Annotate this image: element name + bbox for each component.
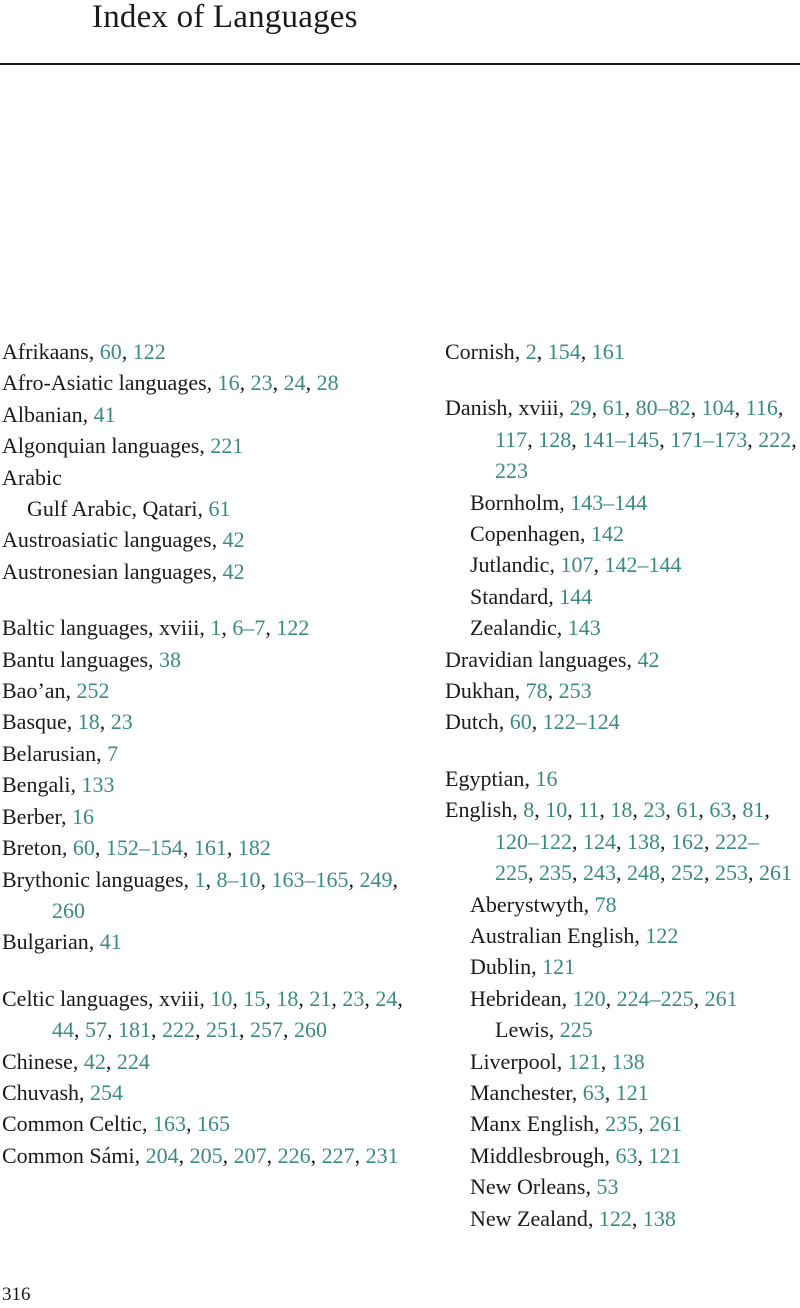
- page-reference-link[interactable]: 124: [583, 828, 616, 854]
- page-reference-link[interactable]: 224–225: [616, 985, 694, 1011]
- page-reference: xviii: [518, 395, 559, 421]
- page-reference-link[interactable]: 60: [509, 709, 532, 735]
- page-reference-link[interactable]: 15: [243, 985, 266, 1011]
- index-term: Afrikaans: [2, 339, 89, 364]
- index-term: Bornholm: [470, 489, 560, 515]
- page-reference-link[interactable]: 226: [277, 1142, 311, 1168]
- index-subentry: Lewis, 225: [495, 1017, 593, 1043]
- page-reference-link[interactable]: 121: [648, 1142, 682, 1168]
- index-subentry: Middlesbrough, 63, 121: [470, 1142, 682, 1168]
- page-reference-link[interactable]: 23: [110, 709, 133, 735]
- index-term: Bantu languages: [2, 646, 149, 672]
- index-term: Dukhan: [445, 678, 515, 704]
- page-reference-link[interactable]: 81: [742, 797, 765, 823]
- page-reference-link[interactable]: 254: [90, 1079, 123, 1105]
- index-entry: Bengali, 133: [2, 772, 115, 798]
- page-reference-link[interactable]: 143–144: [570, 489, 648, 515]
- page-reference-link[interactable]: 260: [52, 897, 85, 923]
- page-reference-link[interactable]: 11: [578, 797, 600, 823]
- index-column-left: [2, 336, 422, 1171]
- index-term: Aberystwyth: [470, 891, 584, 917]
- index-term: Middlesbrough: [470, 1142, 605, 1168]
- page-reference-link[interactable]: 207: [233, 1142, 267, 1168]
- index-subentry: Zealandic, 143: [470, 615, 601, 641]
- index-subentry: New Zealand, 122, 138: [470, 1205, 676, 1231]
- page-reference-link[interactable]: 1: [194, 866, 206, 892]
- page-reference-link[interactable]: 41: [93, 401, 116, 427]
- index-entry: Bantu languages, 38: [2, 646, 182, 672]
- page-reference-link[interactable]: 23: [250, 370, 273, 396]
- index-subentry: Dublin, 121: [470, 954, 576, 980]
- index-term: Lewis: [495, 1017, 549, 1043]
- index-term: Manchester: [470, 1079, 572, 1105]
- page-reference-link[interactable]: 61: [602, 395, 625, 421]
- index-term: Berber: [2, 803, 61, 829]
- index-entry: Albanian, 41: [2, 401, 116, 427]
- page-reference-link[interactable]: 142–144: [604, 552, 682, 578]
- page-reference-link[interactable]: 221: [210, 433, 244, 459]
- index-term: New Zealand: [470, 1205, 588, 1231]
- index-term: Zealandic: [470, 615, 557, 641]
- index-term: Basque: [2, 709, 67, 735]
- index-term: Dublin: [470, 954, 532, 980]
- page-title: Index of Languages: [92, 0, 358, 35]
- page-reference-link[interactable]: 251: [206, 1017, 239, 1043]
- page-reference-link[interactable]: 10: [545, 797, 568, 823]
- index-term: Austronesian languages: [2, 558, 212, 584]
- index-entry: Belarusian, 7: [2, 740, 119, 766]
- page-reference-link[interactable]: 78: [594, 891, 617, 917]
- page-reference-link[interactable]: 8–10: [216, 866, 261, 892]
- title-rule: [0, 63, 800, 65]
- page-reference-link[interactable]: 42: [637, 646, 660, 672]
- page-reference-link[interactable]: 171–173: [670, 426, 748, 452]
- index-term: Manx English: [470, 1111, 595, 1137]
- page-reference-link[interactable]: 121: [542, 954, 576, 980]
- page-reference-link[interactable]: 28: [316, 370, 339, 396]
- page-reference-link[interactable]: 18: [77, 709, 100, 735]
- index-term: Australian English: [470, 922, 635, 948]
- page-reference-link[interactable]: 2: [525, 339, 537, 364]
- index-entry: Algonquian languages, 221: [2, 433, 244, 459]
- page-reference-link[interactable]: 23: [643, 797, 666, 823]
- page-reference-link[interactable]: 16: [217, 370, 240, 396]
- page-reference: xviii: [159, 615, 200, 641]
- page-reference-link[interactable]: 163–165: [271, 866, 349, 892]
- index-term: Breton: [2, 835, 62, 861]
- page-reference-link[interactable]: 120: [572, 985, 606, 1011]
- index-subentry: Bornholm, 143–144: [470, 489, 648, 515]
- page-reference-link[interactable]: 231: [365, 1142, 399, 1168]
- page-reference-link[interactable]: 162: [671, 828, 704, 854]
- index-subentry: Copenhagen, 142: [470, 521, 624, 547]
- page-reference-link[interactable]: 61: [676, 797, 699, 823]
- index-term: Chuvash: [2, 1079, 79, 1105]
- index-term: New Orleans: [470, 1174, 586, 1200]
- page-reference-link[interactable]: 223: [495, 458, 528, 484]
- index-group: [2, 983, 422, 1171]
- index-term: Hebridean: [470, 985, 562, 1011]
- page-reference-link[interactable]: 121: [567, 1048, 601, 1074]
- page-reference-link[interactable]: 60: [99, 339, 122, 364]
- index-term: Belarusian: [2, 740, 97, 766]
- page-reference-link[interactable]: 1: [210, 615, 222, 641]
- index-term: Austroasiatic languages: [2, 527, 212, 553]
- index-subentry: Australian English, 122: [470, 922, 679, 948]
- index-entry: Berber, 16: [2, 803, 94, 829]
- page-reference-link[interactable]: 128: [538, 426, 572, 452]
- index-subentry: Manchester, 63, 121: [470, 1079, 649, 1105]
- index-term: Bulgarian: [2, 929, 89, 955]
- page-reference-link[interactable]: 161: [193, 835, 227, 861]
- page-reference-link[interactable]: 222–225: [495, 828, 759, 886]
- index-entry: Chinese, 42, 224: [2, 1048, 150, 1074]
- index-term: Bao’an: [2, 678, 66, 704]
- page-reference-link[interactable]: 57: [85, 1017, 107, 1043]
- page-reference-link[interactable]: 121: [615, 1079, 649, 1105]
- page-reference-link[interactable]: 225: [559, 1017, 593, 1043]
- index-entry: Austroasiatic languages, 42: [2, 527, 245, 553]
- page-reference-link[interactable]: 138: [642, 1205, 676, 1231]
- page-reference-link[interactable]: 122: [276, 615, 310, 641]
- index-term: Algonquian languages: [2, 433, 200, 459]
- page-number: 316: [2, 1284, 31, 1305]
- page-reference-link[interactable]: 42: [83, 1048, 106, 1074]
- index-entry: Chuvash, 254: [2, 1079, 123, 1105]
- page-reference-link[interactable]: 53: [596, 1174, 619, 1200]
- index-entry: Bao’an, 252: [2, 678, 110, 704]
- page-reference-link[interactable]: 133: [81, 772, 115, 798]
- page-reference-link[interactable]: 253: [715, 860, 748, 886]
- index-term: Danish: [445, 395, 508, 421]
- page-reference-link[interactable]: 144: [559, 583, 593, 609]
- page-reference-link[interactable]: 182: [237, 835, 271, 861]
- index-term: Standard: [470, 583, 549, 609]
- index-term: English: [445, 797, 513, 823]
- page-reference-link[interactable]: 227: [321, 1142, 355, 1168]
- index-group: [2, 336, 422, 587]
- page-reference-link[interactable]: 142: [590, 521, 624, 547]
- page-reference-link[interactable]: 116: [745, 395, 778, 421]
- page-reference-link[interactable]: 204: [145, 1142, 179, 1168]
- index-subentry: Gulf Arabic, Qatari, 61: [27, 496, 231, 522]
- index-term: Albanian: [2, 401, 83, 427]
- page-reference-link[interactable]: 260: [294, 1017, 327, 1043]
- page-reference-link[interactable]: 10: [210, 985, 233, 1011]
- page-reference-link[interactable]: 261: [649, 1111, 683, 1137]
- page-reference-link[interactable]: 78: [525, 678, 548, 704]
- page-reference-link[interactable]: 61: [208, 496, 231, 522]
- page-reference-link[interactable]: 141–145: [582, 426, 660, 452]
- page-reference-link[interactable]: 235: [539, 860, 572, 886]
- page-reference-link[interactable]: 165: [196, 1111, 230, 1137]
- index-term: Cornish: [445, 339, 515, 364]
- page-reference-link[interactable]: 21: [309, 985, 332, 1011]
- page-reference-link[interactable]: 252: [671, 860, 704, 886]
- page-reference-link[interactable]: 122: [132, 339, 166, 364]
- page-reference-link[interactable]: 117: [495, 426, 528, 452]
- page-reference-link[interactable]: 161: [591, 339, 625, 364]
- page-reference-link[interactable]: 163: [152, 1111, 186, 1137]
- index-subentry: Liverpool, 121, 138: [470, 1048, 645, 1074]
- index-term: Liverpool: [470, 1048, 557, 1074]
- page-reference-link[interactable]: 41: [99, 929, 122, 955]
- index-entry: Cornish, 2, 154, 161: [445, 339, 625, 364]
- page-reference-link[interactable]: 44: [52, 1017, 74, 1043]
- index-term: Chinese: [2, 1048, 73, 1074]
- index-entry: Afrikaans, 60, 122: [2, 339, 166, 364]
- page-reference-link[interactable]: 122: [598, 1205, 632, 1231]
- index-entry: Dutch, 60, 122–124: [445, 709, 620, 735]
- index-term: Gulf Arabic, Qatari: [27, 496, 198, 522]
- page-reference-link[interactable]: 248: [627, 860, 660, 886]
- index-group: [445, 763, 797, 1234]
- page-reference-link[interactable]: 222: [162, 1017, 195, 1043]
- page-reference-link[interactable]: 18: [276, 985, 299, 1011]
- index-subentry: Jutlandic, 107, 142–144: [470, 552, 682, 578]
- page-reference-link[interactable]: 42: [222, 527, 245, 553]
- page-reference-link[interactable]: 138: [611, 1048, 645, 1074]
- page-reference-link[interactable]: 104: [701, 395, 735, 421]
- index-entry: Celtic languages, xviii, 10, 15, 18, 21, 23, 24, 44, 57, 181, 222, 251, 257, 260: [2, 985, 403, 1043]
- index-subentry: Aberystwyth, 78: [470, 891, 617, 917]
- page-reference-link[interactable]: 143: [567, 615, 601, 641]
- page-reference-link[interactable]: 8: [523, 797, 535, 823]
- page-reference-link[interactable]: 261: [704, 985, 738, 1011]
- page-reference-link[interactable]: 6–7: [232, 615, 266, 641]
- index-term: Copenhagen: [470, 521, 580, 547]
- index-entry: Breton, 60, 152–154, 161, 182: [2, 835, 271, 861]
- page-reference-link[interactable]: 222: [758, 426, 792, 452]
- page-reference-link[interactable]: 249: [359, 866, 393, 892]
- page-reference-link[interactable]: 261: [759, 860, 792, 886]
- index-term: Bengali: [2, 772, 71, 798]
- index-column-right: [445, 336, 797, 1234]
- page-reference-link[interactable]: 257: [250, 1017, 283, 1043]
- index-term: Dravidian languages: [445, 646, 627, 672]
- index-group: [445, 336, 797, 367]
- page-reference-link[interactable]: 107: [560, 552, 594, 578]
- page-reference-link[interactable]: 205: [189, 1142, 223, 1168]
- index-term: Brythonic languages: [2, 866, 184, 892]
- index-subentry: New Orleans, 53: [470, 1174, 619, 1200]
- page-reference-link[interactable]: 80–82: [635, 395, 691, 421]
- index-term: Common Sámi: [2, 1142, 135, 1168]
- index-term: Common Celtic: [2, 1111, 142, 1137]
- index-subentry: Manx English, 235, 261: [470, 1111, 683, 1137]
- page-reference-link[interactable]: 24: [283, 370, 306, 396]
- page-reference-link[interactable]: 16: [535, 765, 558, 791]
- page-reference-link[interactable]: 23: [342, 985, 365, 1011]
- index-term: Afro-Asiatic languages: [2, 370, 207, 396]
- index-entry: Danish, xviii, 29, 61, 80–82, 104, 116, 117, 128, 141–145, 171–173, 222, 223: [445, 395, 797, 484]
- index-entry: Baltic languages, xviii, 1, 6–7, 122: [2, 615, 310, 641]
- page-reference-link[interactable]: 243: [583, 860, 616, 886]
- page-reference-link[interactable]: 24: [375, 985, 398, 1011]
- page-reference-link[interactable]: 152–154: [105, 835, 183, 861]
- page-reference-link[interactable]: 18: [610, 797, 633, 823]
- page-reference-link[interactable]: 63: [582, 1079, 605, 1105]
- index-entry: Basque, 18, 23: [2, 709, 133, 735]
- page-reference-link[interactable]: 63: [615, 1142, 638, 1168]
- page-reference-link[interactable]: 253: [558, 678, 592, 704]
- page-reference-link[interactable]: 122: [645, 922, 679, 948]
- index-subentry: Hebridean, 120, 224–225, 261: [470, 985, 738, 1011]
- index-group: [445, 392, 797, 737]
- index-term: Celtic languages: [2, 985, 149, 1011]
- index-subentry: Standard, 144: [470, 583, 593, 609]
- index-entry: Egyptian, 16: [445, 765, 558, 791]
- page-reference-link[interactable]: 16: [71, 803, 94, 829]
- index-entry: Dravidian languages, 42: [445, 646, 660, 672]
- page-reference-link[interactable]: 224: [116, 1048, 150, 1074]
- page-reference-link[interactable]: 29: [569, 395, 592, 421]
- page-reference-link[interactable]: 138: [627, 828, 660, 854]
- index-entry: Bulgarian, 41: [2, 929, 122, 955]
- page-reference-link[interactable]: 235: [605, 1111, 639, 1137]
- index-entry: Austronesian languages, 42: [2, 558, 245, 584]
- index-term: Baltic languages: [2, 615, 149, 641]
- index-term: Dutch: [445, 709, 499, 735]
- index-group: [2, 612, 422, 957]
- page-reference: xviii: [159, 985, 200, 1011]
- page-reference-link[interactable]: 181: [118, 1017, 151, 1043]
- page-reference-link[interactable]: 38: [159, 646, 182, 672]
- page-reference-link[interactable]: 60: [72, 835, 95, 861]
- index-entry: [2, 462, 422, 493]
- index-entry: Brythonic languages, 1, 8–10, 163–165, 249, 260: [2, 866, 398, 923]
- index-entry: Dukhan, 78, 253: [445, 678, 592, 704]
- index-term: Arabic: [2, 464, 62, 490]
- page-reference-link[interactable]: 7: [107, 740, 119, 766]
- index-entry: English, 8, 10, 11, 18, 23, 61, 63, 81, 120–122, 124, 138, 162, 222–225, 235, 243, 248, 252, 253, 261: [445, 797, 792, 886]
- index-term: Jutlandic: [470, 552, 550, 578]
- page-reference-link[interactable]: 120–122: [495, 828, 572, 854]
- page-reference-link[interactable]: 42: [222, 558, 245, 584]
- page-reference-link[interactable]: 122–124: [542, 709, 620, 735]
- index-term: Egyptian: [445, 765, 525, 791]
- page-reference-link[interactable]: 154: [547, 339, 581, 364]
- index-entry: Afro-Asiatic languages, 16, 23, 24, 28: [2, 370, 339, 396]
- page-reference-link[interactable]: 252: [76, 678, 110, 704]
- page-reference-link[interactable]: 63: [709, 797, 732, 823]
- index-entry: Common Sámi, 204, 205, 207, 226, 227, 231: [2, 1142, 399, 1168]
- index-entry: Common Celtic, 163, 165: [2, 1111, 230, 1137]
